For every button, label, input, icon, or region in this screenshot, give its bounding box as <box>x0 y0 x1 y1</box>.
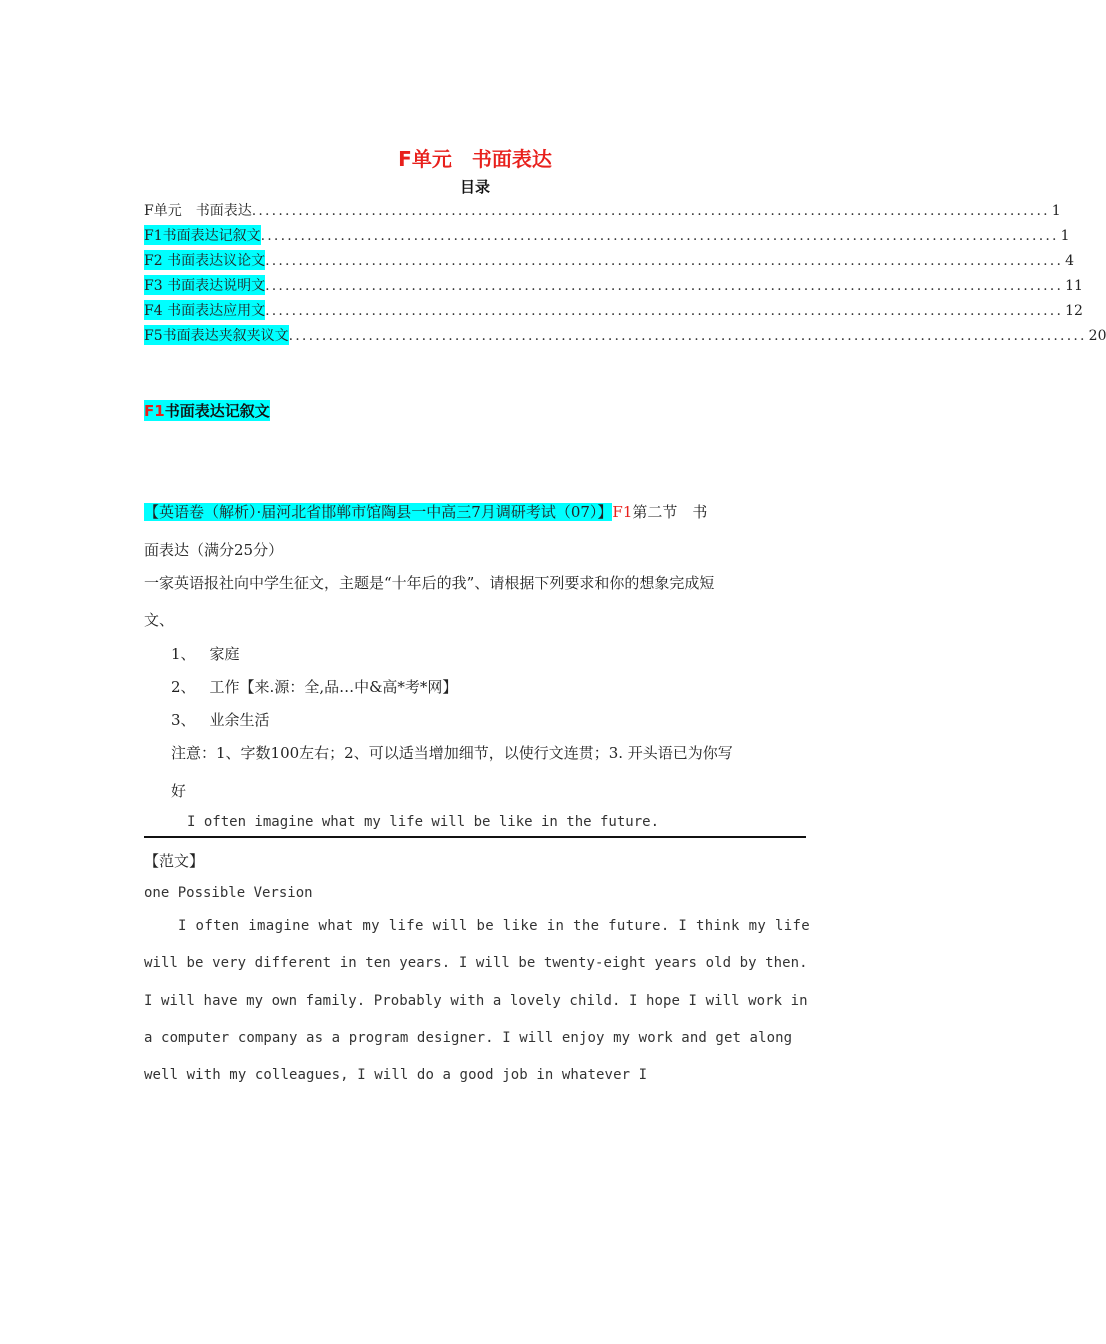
note-text: 好 <box>171 782 187 800</box>
toc-entry-page: 1 <box>1060 228 1070 244</box>
toc-entry[interactable] <box>144 275 1083 297</box>
model-label: 【范文】 <box>144 852 205 870</box>
requirement-item <box>171 709 270 730</box>
toc-entry-label: F1书面表达记叙文 <box>144 225 261 245</box>
toc-entry-label: F单元 书面表达 <box>144 203 252 219</box>
toc-leader-dots: ........................................................................................................................ <box>265 253 1064 269</box>
toc-entry[interactable] <box>144 250 1075 272</box>
model-subtitle: one Possible Version <box>144 885 313 901</box>
toc-entry[interactable] <box>144 200 1061 222</box>
toc-leader-dots: ........................................................................................................................ <box>265 303 1064 319</box>
model-text-line: well with my colleagues, I will do a good job in whatever I <box>144 1067 648 1083</box>
requirement-text: 家庭 <box>209 645 240 663</box>
toc-entry[interactable] <box>144 300 1083 322</box>
question-header-line2: 面表达（满分25分） <box>144 541 284 559</box>
section-code: F1 <box>144 402 165 420</box>
requirement-number: 3、 <box>171 711 196 729</box>
question-header-rest: 第二节 书 <box>632 503 708 521</box>
requirement-text: 业余生活 <box>209 711 270 729</box>
requirement-item <box>171 643 240 664</box>
toc-entry-page: 4 <box>1065 253 1075 269</box>
toc-entry-page: 11 <box>1065 278 1083 294</box>
prompt-text: 一家英语报社向中学生征文，主题是“十年后的我”、请根据下列要求和你的想象完成短 <box>144 574 715 592</box>
model-text-line: a computer company as a program designer. I will enjoy my work and get along <box>144 1030 793 1046</box>
requirement-text: 工作【来.源：全,品…中&高*考*网】 <box>209 678 458 696</box>
requirement-item <box>171 676 457 697</box>
toc-leader-dots: ........................................................................................................................ <box>260 228 1059 244</box>
toc-entry-label: F2 书面表达议论文 <box>144 250 265 270</box>
model-text-line: I will have my own family. Probably with a lovely child. I hope I will work in <box>144 993 808 1009</box>
toc-leader-dots: ........................................................................................................................ <box>288 328 1087 344</box>
model-text-line: I often imagine what my life will be like in the future. I think my life <box>178 918 811 934</box>
toc-leader-dots: ........................................................................................................................ <box>251 203 1050 219</box>
divider <box>144 836 806 838</box>
toc-entry[interactable] <box>144 225 1070 247</box>
section-heading <box>144 400 270 421</box>
page-title: F单元 书面表达 <box>398 147 552 171</box>
requirement-number: 2、 <box>171 678 196 696</box>
prompt-text: 文、 <box>144 611 175 629</box>
model-text-line: will be very different in ten years. I will be twenty-eight years old by then. <box>144 955 808 971</box>
opening-sentence: I often imagine what my life will be like in the future. <box>187 814 660 830</box>
toc-entry-label: F5书面表达夹叙夹议文 <box>144 325 289 345</box>
note-text: 注意：1、字数100左右；2、可以适当增加细节，以使行文连贯；3. 开头语已为你写 <box>171 744 733 762</box>
toc-entry-label: F3 书面表达说明文 <box>144 275 265 295</box>
toc-entry-label: F4 书面表达应用文 <box>144 300 265 320</box>
toc-heading: 目录 <box>459 178 490 196</box>
toc-entry-page: 12 <box>1065 303 1083 319</box>
question-tag: F1 <box>612 503 633 521</box>
question-header <box>144 501 707 522</box>
section-title: 书面表达记叙文 <box>164 402 270 420</box>
toc-leader-dots: ........................................................................................................................ <box>265 278 1064 294</box>
question-source: 【英语卷（解析）·届河北省邯郸市馆陶县一中高三7月调研考试（07）】 <box>144 503 613 521</box>
toc-entry-page: 20 <box>1088 328 1106 344</box>
toc-entry[interactable] <box>144 325 1106 347</box>
toc-entry-page: 1 <box>1051 203 1061 219</box>
requirement-number: 1、 <box>171 645 196 663</box>
